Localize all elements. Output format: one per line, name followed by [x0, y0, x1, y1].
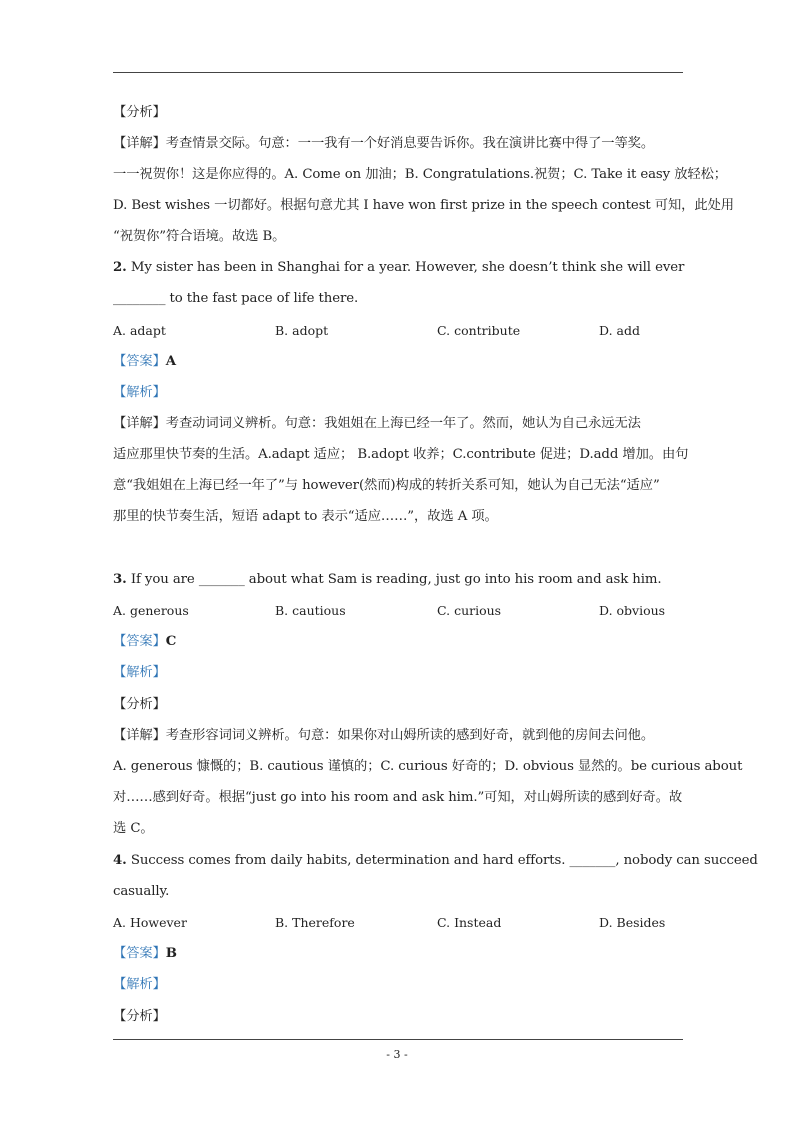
q1-detail-line: “祝贺你”符合语境。故选 B。 [113, 229, 286, 244]
q3-stem [113, 570, 688, 590]
q1-detail-line: D. Best wishes 一切都好。根据句意尤其 I have won first prize in the speech contest 可知，此处用 [113, 198, 734, 213]
q3-answer [113, 632, 688, 652]
q3-option-d: D. obvious [599, 603, 666, 618]
q2-analysis-label: 【解析】 [113, 385, 166, 400]
q2-stem-line: ________ to the fast pace of life there. [113, 291, 359, 306]
q2-stem [113, 258, 688, 278]
q4-option-d: D. Besides [599, 915, 666, 930]
q1-detail-line: 【详解】考查情景交际。句意：一一我有一个好消息要告诉你。我在演讲比赛中得了一等奖。 [113, 136, 655, 151]
q3-stem-text: If you are _______ about what Sam is reading, just go into his room and ask him. [130, 572, 662, 587]
q4-analysis-label: 【解析】 [113, 977, 166, 992]
answer-label: 【答案】 [113, 634, 166, 649]
fenxi-label: 【分析】 [113, 105, 166, 120]
answer-label: 【答案】 [113, 354, 166, 369]
q4-stem [113, 851, 758, 871]
answer-label: 【答案】 [113, 946, 166, 961]
q3-option-b: B. cautious [275, 603, 346, 618]
page-number: - 3 - [386, 1048, 408, 1061]
q2-detail-line: 那里的快节奏生活，短语 adapt to 表示“适应……”，故选 A 项。 [113, 509, 498, 524]
q4-number: 4. [113, 853, 127, 868]
q2-detail-line: 意“我姐姐在上海已经一年了”与 however(然而)构成的转折关系可知，她认为自己无法“适应” [113, 478, 660, 493]
q2-option-a: A. adapt [113, 323, 166, 338]
q3-detail-line: 选 C。 [113, 821, 154, 836]
q3-number: 3. [113, 572, 127, 587]
q4-option-c: C. Instead [437, 915, 502, 930]
q3-option-a: A. generous [113, 603, 189, 618]
answer-value: B [165, 946, 177, 961]
footer-rule [113, 1039, 683, 1040]
q4-fenxi-label: 【分析】 [113, 1009, 166, 1024]
q4-option-a: A. However [113, 915, 187, 930]
q3-fenxi-label: 【分析】 [113, 697, 166, 712]
q2-option-b: B. adopt [275, 323, 329, 338]
header-rule [113, 72, 683, 73]
q3-detail-line: 对……感到好奇。根据“just go into his room and ask him.”可知，对山姆所读的感到好奇。故 [113, 790, 683, 805]
q2-detail-line: 适应那里快节奏的生活。A.adapt 适应； B.adopt 收养；C.contribute 促进；D.add 增加。由句 [113, 447, 689, 462]
q2-detail-line: 【详解】考查动词词义辨析。句意：我姐姐在上海已经一年了。然而，她认为自己永远无法 [113, 416, 641, 431]
q3-detail-line: A. generous 慷慨的；B. cautious 谨慎的；C. curious 好奇的；D. obvious 显然的。be curious about [113, 759, 743, 774]
q2-option-c: C. contribute [437, 323, 521, 338]
q2-option-d: D. add [599, 323, 640, 338]
q3-detail-line: 【详解】考查形容词词义辨析。句意：如果你对山姆所读的感到好奇，就到他的房间去问他。 [113, 728, 655, 743]
q2-answer [113, 352, 688, 372]
q4-stem-line: Success comes from daily habits, determination and hard efforts. _______, nobody can succeed [130, 853, 758, 868]
q4-stem-line: casually. [113, 884, 170, 899]
q1-detail-line: 一一祝贺你！这是你应得的。A. Come on 加油；B. Congratulations.祝贺；C. Take it easy 放轻松； [113, 167, 727, 182]
q2-number: 2. [113, 260, 127, 275]
q3-option-c: C. curious [437, 603, 502, 618]
answer-value: C [165, 634, 177, 649]
q3-analysis-label: 【解析】 [113, 665, 166, 680]
q2-stem-line: My sister has been in Shanghai for a year. However, she doesn’t think she will ever [130, 260, 685, 275]
q4-answer [113, 944, 688, 964]
q4-option-b: B. Therefore [275, 915, 355, 930]
answer-value: A [165, 354, 177, 369]
